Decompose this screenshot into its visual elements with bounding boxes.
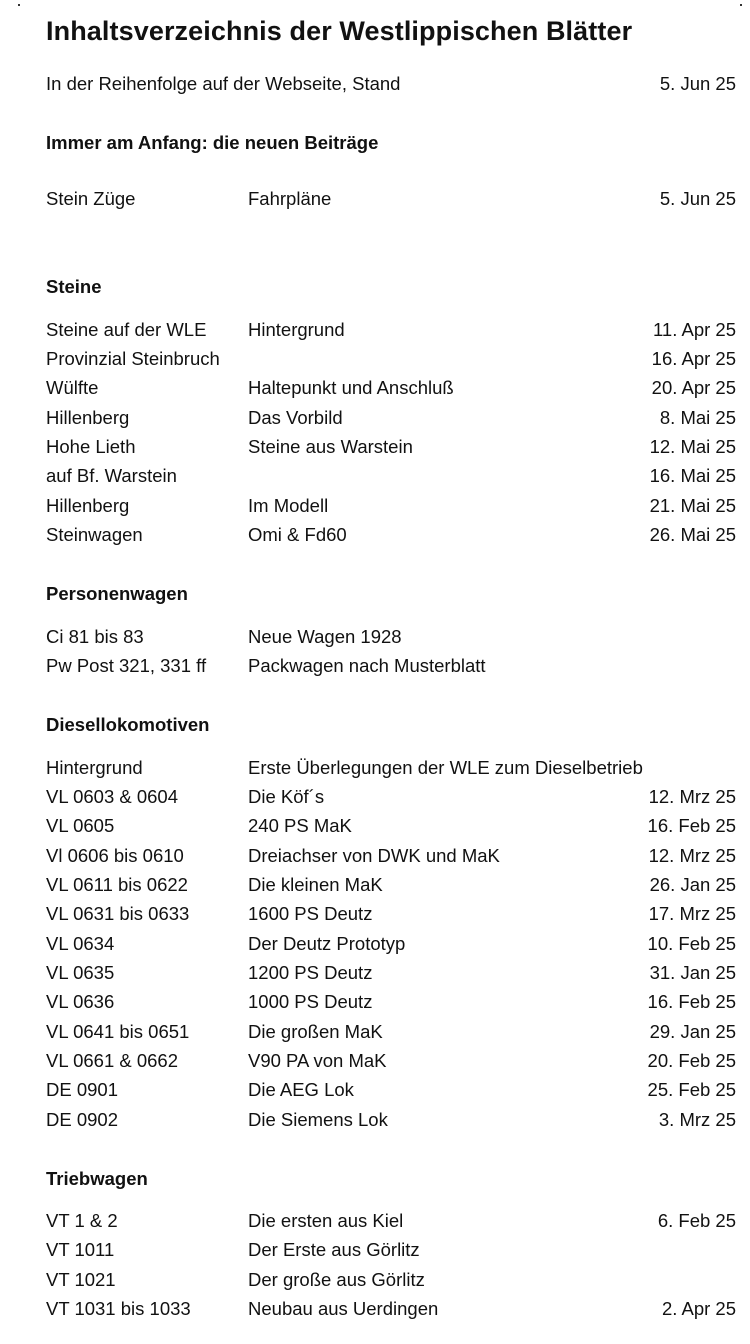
item-topic: Der Erste aus Görlitz — [248, 1239, 420, 1260]
page-title: Inhaltsverzeichnis der Westlippischen Blätter — [46, 16, 633, 46]
item-name: Steine auf der WLE — [46, 319, 207, 340]
item-name: Hillenberg — [46, 407, 130, 428]
list-item — [46, 1019, 736, 1045]
section-heading: Triebwagen — [46, 1168, 148, 1189]
item-name: VL 0641 bis 0651 — [46, 1021, 190, 1042]
item-name: Pw Post 321, 331 ff — [46, 655, 207, 676]
item-name: Vl 0606 bis 0610 — [46, 845, 184, 866]
list-item — [46, 755, 736, 781]
item-topic: Neue Wagen 1928 — [248, 626, 402, 647]
list-item — [46, 784, 736, 810]
list-item — [46, 1077, 736, 1103]
item-topic: 1200 PS Deutz — [248, 962, 373, 983]
item-topic: Packwagen nach Musterblatt — [248, 655, 486, 676]
item-name: VT 1021 — [46, 1269, 116, 1290]
item-topic: Neubau aus Uerdingen — [248, 1298, 439, 1319]
list-item — [46, 1208, 736, 1234]
item-name: VL 0605 — [46, 815, 115, 836]
list-item — [46, 405, 736, 431]
item-topic: Die kleinen MaK — [248, 874, 383, 895]
item-name: VL 0603 & 0604 — [46, 786, 179, 807]
item-name: Stein Züge — [46, 188, 136, 209]
item-date: 21. Mai 25 — [649, 495, 736, 516]
item-name: Ci 81 bis 83 — [46, 626, 144, 647]
item-date: 20. Apr 25 — [651, 377, 736, 398]
item-topic: 1000 PS Deutz — [248, 991, 373, 1012]
item-name: Wülfte — [46, 377, 99, 398]
list-item — [46, 813, 736, 839]
item-topic: Hintergrund — [248, 319, 345, 340]
item-name: Provinzial Steinbruch — [46, 348, 220, 369]
item-date: 11. Apr 25 — [653, 319, 736, 340]
list-item — [46, 434, 736, 460]
item-date: 25. Feb 25 — [647, 1079, 736, 1100]
item-name: DE 0902 — [46, 1109, 118, 1130]
item-date: 17. Mrz 25 — [648, 903, 736, 924]
subtitle-date: 5. Jun 25 — [659, 73, 736, 94]
list-item — [46, 317, 736, 343]
section-heading: Immer am Anfang: die neuen Beiträge — [46, 132, 379, 153]
item-date: 29. Jan 25 — [649, 1021, 736, 1042]
item-topic: Der große aus Görlitz — [248, 1269, 425, 1290]
item-topic: Die ersten aus Kiel — [248, 1210, 404, 1231]
item-date: 5. Jun 25 — [659, 188, 736, 209]
item-name: VL 0661 & 0662 — [46, 1050, 179, 1071]
item-date: 16. Mai 25 — [649, 465, 736, 486]
item-topic: Im Modell — [248, 495, 329, 516]
item-topic: Die Köf´s — [248, 786, 325, 807]
list-item — [46, 1237, 736, 1263]
subtitle-line — [46, 71, 736, 97]
item-topic: Omi & Fd60 — [248, 524, 347, 545]
list-item — [46, 493, 736, 519]
item-topic: Steine aus Warstein — [248, 436, 413, 457]
item-date: 16. Feb 25 — [647, 991, 736, 1012]
section-heading: Steine — [46, 276, 102, 297]
item-name: VT 1011 — [46, 1239, 115, 1260]
list-item — [46, 624, 736, 650]
list-item — [46, 186, 736, 212]
item-name: Hohe Lieth — [46, 436, 136, 457]
item-topic: Fahrpläne — [248, 188, 332, 209]
item-date: 12. Mrz 25 — [648, 845, 736, 866]
item-date: 16. Apr 25 — [651, 348, 736, 369]
list-item — [46, 1267, 736, 1293]
corner-mark — [18, 4, 20, 6]
item-name: Hillenberg — [46, 495, 130, 516]
list-item — [46, 522, 736, 548]
section-heading: Personenwagen — [46, 583, 188, 604]
item-name: DE 0901 — [46, 1079, 118, 1100]
item-date: 20. Feb 25 — [647, 1050, 736, 1071]
item-date: 3. Mrz 25 — [658, 1109, 736, 1130]
item-date: 26. Mai 25 — [649, 524, 736, 545]
item-topic: Erste Überlegungen der WLE zum Dieselbetrieb — [248, 757, 643, 778]
item-name: VT 1031 bis 1033 — [46, 1298, 191, 1319]
item-name: VT 1 & 2 — [46, 1210, 118, 1231]
item-date: 2. Apr 25 — [661, 1298, 736, 1319]
item-date: 12. Mai 25 — [649, 436, 736, 457]
subtitle-text: In der Reihenfolge auf der Webseite, Stand — [46, 73, 401, 94]
list-item — [46, 1107, 736, 1133]
list-item — [46, 375, 736, 401]
item-topic: V90 PA von MaK — [248, 1050, 387, 1071]
list-item — [46, 1296, 736, 1322]
list-item — [46, 989, 736, 1015]
item-name: Steinwagen — [46, 524, 143, 545]
item-topic: Das Vorbild — [248, 407, 343, 428]
list-item — [46, 901, 736, 927]
corner-mark — [740, 4, 742, 6]
list-item — [46, 463, 736, 489]
item-topic: Der Deutz Prototyp — [248, 933, 406, 954]
item-date: 10. Feb 25 — [647, 933, 736, 954]
item-topic: 240 PS MaK — [248, 815, 352, 836]
item-name: VL 0636 — [46, 991, 115, 1012]
list-item — [46, 1048, 736, 1074]
list-item — [46, 653, 736, 679]
item-name: VL 0611 bis 0622 — [46, 874, 188, 895]
list-item — [46, 872, 736, 898]
item-topic: Haltepunkt und Anschluß — [248, 377, 454, 398]
list-item — [46, 346, 736, 372]
item-date: 26. Jan 25 — [649, 874, 736, 895]
item-topic: Die AEG Lok — [248, 1079, 354, 1100]
list-item — [46, 931, 736, 957]
item-name: VL 0635 — [46, 962, 115, 983]
item-date: 8. Mai 25 — [659, 407, 736, 428]
item-name: VL 0631 bis 0633 — [46, 903, 190, 924]
item-name: Hintergrund — [46, 757, 143, 778]
item-date: 31. Jan 25 — [649, 962, 736, 983]
item-topic: Dreiachser von DWK und MaK — [248, 845, 500, 866]
list-item — [46, 960, 736, 986]
section-heading: Diesellokomotiven — [46, 714, 210, 735]
item-date: 6. Feb 25 — [657, 1210, 736, 1231]
list-item — [46, 843, 736, 869]
item-date: 12. Mrz 25 — [648, 786, 736, 807]
item-name: VL 0634 — [46, 933, 115, 954]
item-topic: Die Siemens Lok — [248, 1109, 388, 1130]
item-name: auf Bf. Warstein — [46, 465, 177, 486]
item-topic: 1600 PS Deutz — [248, 903, 373, 924]
item-topic: Die großen MaK — [248, 1021, 383, 1042]
item-date: 16. Feb 25 — [647, 815, 736, 836]
